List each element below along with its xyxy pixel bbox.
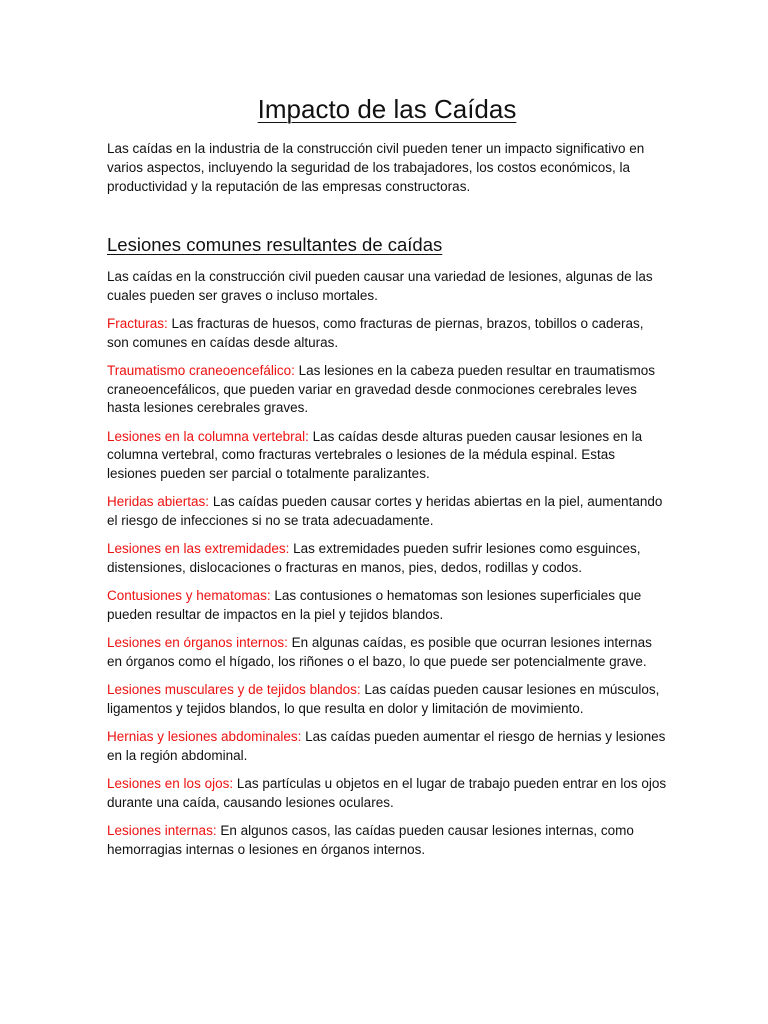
injury-term: Lesiones en las extremidades: bbox=[107, 541, 290, 556]
injury-item-columna bbox=[107, 428, 667, 484]
injury-item-organos bbox=[107, 634, 667, 671]
injury-item-traumatismo bbox=[107, 362, 667, 418]
injury-term: Heridas abiertas: bbox=[107, 494, 210, 509]
section-lead-paragraph: Las caídas en la construcción civil pueden causar una variedad de lesiones, algunas de las cuales pueden ser graves o incluso mortales. bbox=[107, 269, 653, 303]
injury-term: Lesiones en órganos internos: bbox=[107, 635, 288, 650]
injury-list bbox=[107, 315, 667, 869]
injury-item-hernias bbox=[107, 728, 667, 765]
injury-item-ojos bbox=[107, 775, 667, 812]
section-heading-text: Lesiones comunes resultantes de caídas bbox=[107, 234, 443, 255]
injury-description: Las partículas u objetos en el lugar de trabajo pueden entrar en los ojos durante una caída, causando lesiones oculares. bbox=[107, 776, 667, 810]
injury-term: Lesiones en la columna vertebral: bbox=[107, 428, 309, 444]
injury-term: Fracturas: bbox=[107, 316, 168, 331]
injury-description: En algunas caídas, es posible que ocurran lesiones internas en órganos como el hígado, los riñones o el bazo, lo que puede ser potencialmente grave. bbox=[107, 635, 652, 669]
intro-paragraph: Las caídas en la industria de la construcción civil pueden tener un impacto significativo en varios aspectos, incluyendo la seguridad de los trabajadores, los costos económicos, la productividad y la reputación de las empresas constructoras. bbox=[107, 141, 645, 194]
section-heading bbox=[107, 232, 667, 258]
injury-item-contusiones bbox=[107, 587, 667, 624]
injury-term: Lesiones musculares y de tejidos blandos: bbox=[107, 682, 361, 697]
injury-term: Contusiones y hematomas: bbox=[107, 588, 271, 603]
injury-item-extremidades bbox=[107, 540, 667, 577]
injury-item-musculares bbox=[107, 681, 667, 718]
injury-term: Hernias y lesiones abdominales: bbox=[107, 729, 302, 744]
injury-term: Lesiones en los ojos: bbox=[107, 776, 234, 791]
page-title bbox=[107, 92, 667, 126]
injury-description: Las extremidades pueden sufrir lesiones como esguinces, distensiones, dislocaciones o fracturas en manos, pies, dedos, rodillas y codos. bbox=[107, 541, 641, 575]
injury-description: Las lesiones en la cabeza pueden resultar en traumatismos craneoencefálicos, que pueden variar en gravedad desde conmociones cerebrales leves hasta lesiones cerebrales graves. bbox=[107, 363, 656, 415]
injury-description: En algunos casos, las caídas pueden causar lesiones internas, como hemorragias internas o lesiones en órganos internos. bbox=[107, 823, 634, 857]
injury-item-fracturas bbox=[107, 315, 667, 352]
injury-description: Las caídas desde alturas pueden causar lesiones en la columna vertebral, como fracturas vertebrales o lesiones de la médula espinal. Estas lesiones pueden ser parcial o totalmente paralizantes. bbox=[107, 428, 643, 481]
injury-description: Las fracturas de huesos, como fracturas de piernas, brazos, tobillos o caderas, son comunes en caídas desde alturas. bbox=[107, 316, 644, 350]
page-title-text: Impacto de las Caídas bbox=[257, 94, 517, 124]
injury-item-heridas bbox=[107, 493, 667, 530]
injury-term: Lesiones internas: bbox=[107, 823, 217, 838]
injury-description: Las contusiones o hematomas son lesiones superficiales que pueden resultar de impactos en la piel y tejidos blandos. bbox=[107, 588, 642, 622]
injury-term: Traumatismo craneoencefálico: bbox=[107, 363, 295, 378]
injury-item-internas bbox=[107, 822, 667, 859]
injury-description: Las caídas pueden causar lesiones en músculos, ligamentos y tejidos blandos, lo que resulta en dolor y limitación de movimiento. bbox=[107, 682, 660, 716]
injury-description: Las caídas pueden aumentar el riesgo de hernias y lesiones en la región abdominal. bbox=[107, 729, 666, 763]
injury-description: Las caídas pueden causar cortes y heridas abiertas en la piel, aumentando el riesgo de infecciones si no se trata adecuadamente. bbox=[107, 494, 663, 528]
